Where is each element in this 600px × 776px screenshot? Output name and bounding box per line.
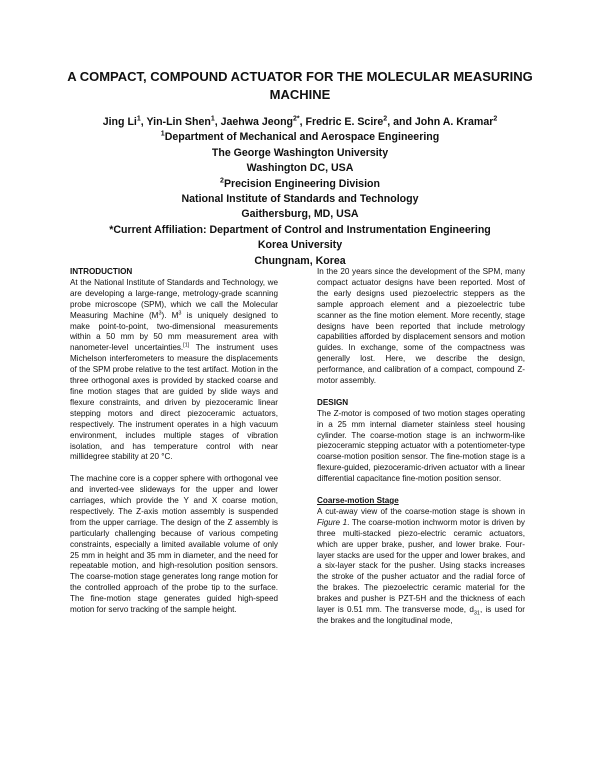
- author-mark: 1: [210, 115, 215, 123]
- design-paragraph: The Z-motor is composed of two motion stages operating in a 25 mm internal diameter stainless steel housing cylinder. The coarse-motion stage is an inchworm-like piezoceramic stepping actuator with a potentiometer-type coarse-motion position sensor. The fine-motion stage is a flexure-guided, piezoceramic-driven actuator with a linear differential capacitance fine-motion position sensor.: [317, 408, 525, 484]
- text-run: At the National Institute of Standards and Technology, we are developing a large-range, metrology-grade scanning probe microscope (SPM), which we call the Molecular Measuring Machine (M: [70, 277, 278, 320]
- current-affiliation-university: Korea University: [257, 239, 343, 252]
- affiliation-1-department: [20, 130, 580, 145]
- current-affiliation-location: Chungnam, Korea: [254, 254, 346, 267]
- affiliation-2-institute: National Institute of Standards and Technology: [181, 193, 419, 206]
- paper-title: A COMPACT, COMPOUND ACTUATOR FOR THE MOLECULAR MEASURING MACHINE: [67, 69, 533, 102]
- author-mark: 2*: [293, 115, 300, 123]
- introduction-paragraph-2: The machine core is a copper sphere with orthogonal vee and inverted-vee slideways for the upper and lower carriages, which provide the Y and X coarse motion, respectively. The Z-axis motion assembly is suspended from the upper carriage. The design of the Z assembly is particularly challenging because of various competing constraints, especially a limited available volume of only 25 mm in height and 35 mm in diameter, and the need for repeatable motion, and high-resolution position sensors. The coarse-motion stage generates long range motion for the controlled approach of the probe tip to the surface. The fine-motion stage generates guided high-speed motion for servo tracking of the sample height.: [70, 474, 278, 615]
- coarse-motion-paragraph: [317, 507, 525, 627]
- paragraph-gap: [317, 485, 525, 496]
- left-column: [70, 267, 278, 616]
- affiliation-1-location: Washington DC, USA: [246, 162, 354, 175]
- author-block: [20, 115, 580, 269]
- affiliation-1-university: The George Washington University: [211, 146, 389, 159]
- author-name: Jing Li: [102, 116, 137, 128]
- paragraph-gap: [317, 387, 525, 398]
- paragraph-gap: [70, 463, 278, 474]
- text-run: ). M: [161, 310, 179, 320]
- current-affiliation: *Current Affiliation: Department of Control and Instrumentation Engineering: [109, 223, 491, 236]
- affiliation-text: Department of Mechanical and Aerospace Engineering: [164, 131, 440, 144]
- reference-citation: [1]: [183, 342, 190, 349]
- author-name: Fredric E. Scire: [305, 116, 384, 128]
- affiliation-2-division: [20, 177, 580, 192]
- author-list: Jing Li$^1$, Yin-Lin Shen$^1$, Jaehwa Jeong$^{2*}$, Fredric E. Scire$^2$, and John A. Kramar$^2$: [102, 115, 498, 128]
- affiliation-2-location: Gaithersburg, MD, USA: [241, 208, 359, 221]
- introduction-heading: INTRODUCTION: [70, 267, 133, 276]
- affiliation-text: Precision Engineering Division: [223, 177, 380, 190]
- author-mark: 2: [493, 115, 498, 123]
- right-column: [317, 267, 525, 627]
- author-mark: 2: [383, 115, 388, 123]
- text-run: is uniquely designed to make point-to-point, two-dimensional measurements within a 50 mm by 50 mm measurement area with nanometer-level uncertainties.: [70, 310, 278, 353]
- introduction-paragraph-1: [70, 278, 278, 463]
- text-run: A cut-away view of the coarse-motion stage is shown in: [317, 506, 525, 516]
- superscript: 3: [158, 309, 162, 316]
- affiliation-mark: 1: [160, 130, 165, 138]
- text-run: , is used for the brakes and the longitudinal mode,: [317, 605, 525, 625]
- design-heading: DESIGN: [317, 397, 349, 407]
- text-run: . The coarse-motion inchworm motor is driven by three multi-stacked piezo-electric ceramic actuators, which are upper brake, pusher, and lower brake. Four-layer stacks are used for the upper and lower brakes, and a six-layer stack for the pusher. Using stacks increases the stroke of the pusher actuator and the radial force of the brakes. The piezoelectric ceramic material for the brakes and pusher is PZT-5H and the thickness of each layer is 0.51 mm. The transverse mode, d: [317, 517, 525, 615]
- superscript: 3: [178, 309, 182, 316]
- coarse-motion-heading: Coarse-motion Stage: [317, 496, 399, 505]
- author-name: Yin-Lin Shen: [146, 116, 211, 128]
- subscript: 31: [473, 610, 480, 617]
- author-name: and John A. Kramar: [393, 116, 494, 128]
- text-run: The instrument uses Michelson interferometers to measure the displacements of the SPM probe relative to the test artifact. Motion in the three orthogonal axes is provided by stacked coarse and fine motion stages that are guided by slide ways and flexure constraints, and driven by piezoceramic linear stepping motors and direct piezoceramic actuators, respectively. The instrument operates in a high vacuum environment, includes multiple stages of vibration isolation, and has temperature control with near millidegree stability at 20 °C.: [70, 343, 278, 462]
- author-mark: 1: [136, 115, 141, 123]
- affiliation-mark: 2: [220, 177, 224, 185]
- background-paragraph: In the 20 years since the development of the SPM, many compact actuator designs have been reported. Most of the early designs used piezoelectric steppers as the sample approach element and a piezoelectric tube scanner as the fine motion element. More recently, stage designs have been reported that include metrology capabilities afforded by displacement sensors and motion guides. In exchange, some of the compactness was generally lost. Here, we describe the design, performance, and calibration of a compact, compound Z-motor assembly.: [317, 267, 525, 386]
- figure-reference: Figure 1: [317, 517, 348, 527]
- author-name: Jaehwa Jeong: [220, 116, 294, 128]
